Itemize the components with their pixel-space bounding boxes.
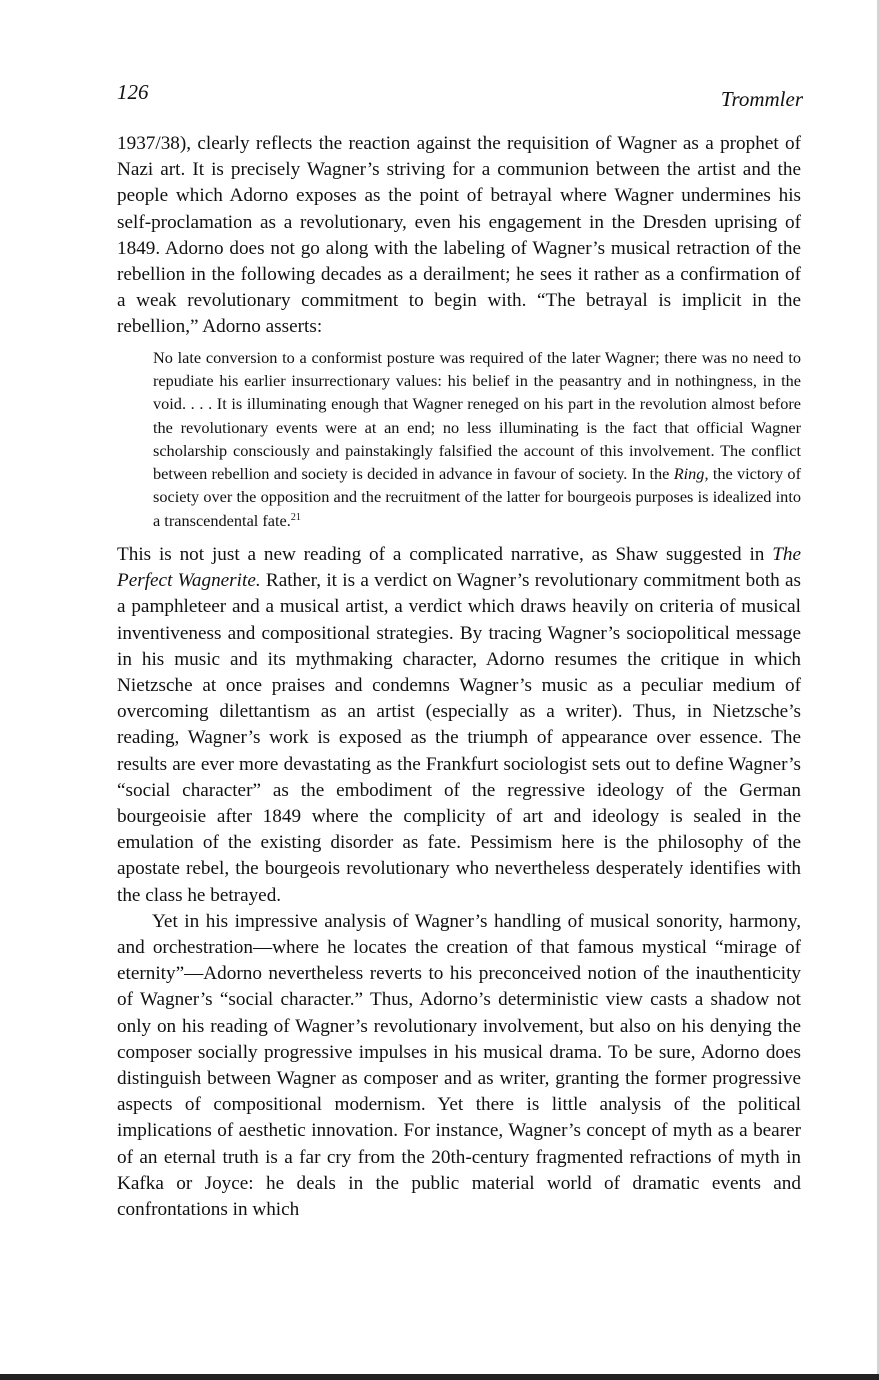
block-quote-text: No late conversion to a conformist posture was required of the later Wagner; there was no need to repudiate his earlier insurrectionary values: his belief in the peasantry and in nothingness, in the void. . . . It is illuminating enough that Wagner reneged on his part in the revolution almost before the revolutionary events were at an end; no less illuminating is the fact that official Wagner scholarship consciously and painstakingly falsified the account of this involvement. The conflict between rebellion and society is decided in advance in favour of society. In the (153, 347, 801, 484)
body-text (117, 131, 801, 1223)
block-quote-text-end: the victory of society over the opposition and the recruitment of the latter for bourgeois purposes is idealized into a transcendental fate. (153, 464, 801, 530)
footnote-marker: 21 (290, 511, 301, 523)
running-head (117, 80, 803, 110)
paragraph-2-start: This is not just a new reading of a complicated narrative, as Shaw suggested in (117, 544, 773, 565)
paragraph-2 (117, 542, 801, 909)
book-title-perfect-wagnerite: The Perfect Wagnerite. (117, 544, 801, 592)
paragraph-3: Yet in his impressive analysis of Wagner’s handling of musical sonority, harmony, and orchestration—where he locates the creation of that famous mystical “mirage of eternity”—Adorno nevertheless reverts to his preconceived notion of the inauthenticity of Wagner’s “social character.” Thus, Adorno’s deterministic view casts a shadow not only on his reading of Wagner’s revolutionary involvement, but also on his denying the composer socially progressive impulses in his musical drama. To be sure, Adorno does distinguish between Wagner as composer and as writer, granting the former progressive aspects of compositional modernism. Yet there is little analysis of the political implications of aesthetic innovation. For instance, Wagner’s concept of myth as a bearer of an eternal truth is a far cry from the 20th-century fragmented refractions of myth in Kafka or Joyce: he deals in the public material world of dramatic events and confrontations in which (117, 910, 801, 1221)
page-bottom-edge (0, 1374, 879, 1380)
paragraph-1: 1937/38), clearly reflects the reaction against the requisition of Wagner as a prophet of Nazi art. It is precisely Wagner’s striving for a communion between the artist and the people which Adorno exposes as the point of betrayal where Wagner undermines his self-proclamation as a revolutionary, even his engagement in the Dresden uprising of 1849. Adorno does not go along with the labeling of Wagner’s musical retraction of the rebellion in the following decades as a derailment; he sees it rather as a confirmation of a weak revolutionary commitment to begin with. “The betrayal is implicit in the rebellion,” Adorno asserts: (117, 133, 801, 338)
block-quote-title-ring: Ring, (673, 464, 709, 484)
block-quote (153, 346, 801, 532)
running-head-author: Trommler (720, 87, 803, 111)
paragraph-2-rest: Rather, it is a verdict on Wagner’s revolutionary commitment both as a pamphleteer and a musical artist, a verdict which draws heavily on criteria of musical inventiveness and compositional strategies. By tracing Wagner’s sociopolitical message in his music and its mythmaking character, Adorno resumes the critique in which Nietzsche at once praises and condemns Wagner’s music as a peculiar medium of overcoming dilettantism as an artist (especially as a writer). Thus, in Nietzsche’s reading, Wagner’s work is exposed as the triumph of appearance over essence. The results are ever more devastating as the Frankfurt sociologist sets out to define Wagner’s “social character” as the embodiment of the regressive ideology of the German bourgeoisie after 1849 where the complicity of art and ideology is sealed in the emulation of the existing disorder as fate. Pessimism here is the philosophy of the apostate rebel, the bourgeois revolutionary who nevertheless desperately identifies with the class he betrayed. (117, 570, 802, 906)
page-number: 126 (117, 80, 149, 104)
